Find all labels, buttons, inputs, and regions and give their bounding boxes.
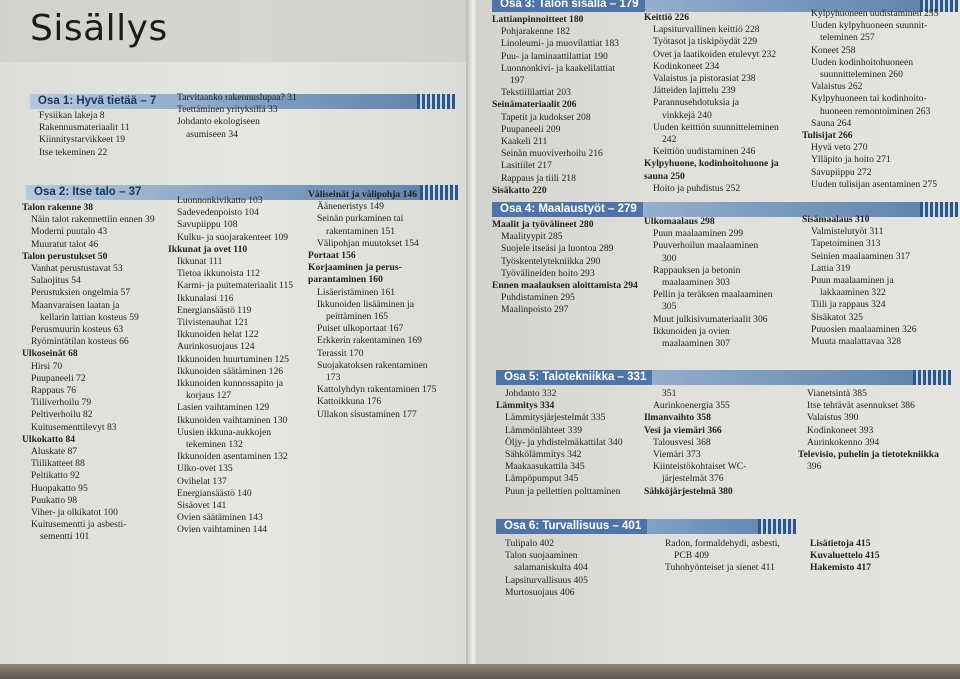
toc-entry: Valaistus 262 (811, 81, 863, 93)
toc-entry: Talon suojaaminen (505, 550, 578, 562)
toc-entry: Ovien vaihtaminen 144 (177, 524, 268, 536)
toc-entry: Näin talot rakennettiin ennen 39 (31, 214, 155, 226)
toc-entry: Sisäovet 141 (177, 500, 227, 512)
toc-entry: Lapsiturvallinen keittiö 228 (653, 24, 760, 36)
toc-entry: 197 (510, 75, 525, 87)
toc-heading: Sisämaalaus 310 (802, 214, 870, 225)
toc-entry: Savupiippu 108 (177, 219, 238, 231)
toc-entry: Kodinkoneet 393 (807, 424, 874, 436)
toc-entry: salamaniskulta 404 (514, 562, 588, 574)
toc-column (644, 216, 804, 350)
toc-heading: Ulkoseinät 68 (22, 348, 78, 360)
toc-heading: Hakemisto 417 (810, 562, 872, 574)
toc-entry: Peltiverhoilu 82 (31, 409, 93, 421)
toc-heading: Lattianpinnoitteet 180 (492, 14, 584, 25)
toc-entry: Tulipalo 402 (505, 538, 554, 549)
toc-heading: Väliseinät ja välipohja 146 (308, 189, 418, 200)
toc-entry: Energiansäästö 119 (177, 304, 252, 316)
toc-entry: Ovihelat 137 (177, 475, 227, 487)
toc-entry: Fysiikan lakeja 8 (39, 110, 105, 121)
toc-entry: Erkkerin rakentaminen 169 (317, 335, 422, 347)
toc-entry: Tiilikatteet 88 (31, 458, 85, 470)
toc-entry: vinkkejä 240 (662, 109, 712, 121)
toc-entry: Tapetoiminen 313 (811, 238, 881, 250)
toc-entry: Murtosuojaus 406 (505, 586, 575, 598)
toc-entry: Kuitusementtilevyt 83 (31, 421, 117, 433)
toc-heading: Kylpyhuone, kodinhoitohuone ja (644, 158, 779, 170)
toc-entry: Suojakatoksen rakentaminen (317, 359, 428, 371)
section-header-osa-6 (496, 519, 796, 534)
toc-entry: Kylpyhuoneen uudistaminen 255 (811, 8, 939, 19)
toc-entry: Muuta maalattavaa 328 (811, 336, 902, 348)
toc-heading: Korjaaminen ja perus- (308, 262, 402, 274)
toc-heading: Kuvaluettelo 415 (810, 550, 880, 562)
toc-entry: Tekstiililattiat 203 (501, 87, 571, 99)
toc-entry: Ääneneristys 149 (317, 201, 384, 213)
toc-entry: Muuratut talot 46 (31, 238, 99, 250)
toc-heading: Ulkokatto 84 (22, 433, 76, 445)
toc-entry: Seinän purkaminen tai (317, 213, 404, 225)
toc-entry: järjestelmät 376 (662, 473, 724, 485)
toc-entry: Ikkunalasi 116 (177, 292, 234, 304)
toc-entry: Lisäeristäminen 161 (317, 286, 396, 298)
section-title: Osa 3: Talon sisällä – 179 (492, 0, 645, 12)
toc-entry: 173 (326, 372, 341, 384)
toc-column (496, 538, 656, 599)
toc-column (810, 538, 950, 575)
toc-entry: Lapsiturvallisuus 405 (505, 574, 588, 586)
toc-entry: Ovet ja laatikoiden etulevyt 232 (653, 48, 777, 60)
toc-entry: Hirsi 70 (31, 360, 63, 372)
toc-entry: Lämmönlähteet 339 (505, 424, 582, 436)
toc-entry: Savupiippu 272 (811, 166, 872, 178)
toc-entry: maalaaminen 307 (662, 338, 730, 350)
toc-entry: Puun ja pellettien polttaminen (505, 485, 621, 497)
toc-entry: suunnitteleminen 260 (820, 69, 903, 81)
toc-entry: teleminen 257 (820, 32, 875, 44)
toc-entry: Ylläpito ja hoito 271 (811, 154, 891, 166)
table-surface (0, 664, 960, 679)
section-title: Osa 4: Maalaustyöt – 279 (492, 202, 643, 217)
toc-entry: Puun maalaaminen 299 (653, 228, 744, 240)
toc-column (308, 189, 468, 421)
toc-entry: Pellin ja teräksen maalaaminen (653, 289, 773, 301)
toc-entry: huoneen remontoiminen 263 (820, 105, 931, 117)
toc-entry: Johdanto ekologiseen (177, 116, 260, 128)
toc-entry: Perustuksien ongelmia 57 (31, 287, 131, 299)
toc-entry: Ullakon sisustaminen 177 (317, 408, 417, 420)
section-stripes (758, 519, 796, 534)
toc-entry: Pohjarakenne 182 (501, 26, 571, 38)
toc-entry: Uusien ikkuna-aukkojen (177, 426, 272, 438)
toc-entry: Puhdistaminen 295 (501, 292, 575, 304)
toc-entry: Lämmitysjärjestelmät 335 (505, 412, 606, 424)
toc-entry: Keittiön uudistaminen 246 (653, 146, 756, 158)
toc-entry: Uuden keittiön suunnitteleminen (653, 121, 779, 133)
toc-entry: asumiseen 34 (186, 128, 238, 140)
toc-entry: Rappaus ja tiili 218 (501, 172, 576, 184)
toc-entry: Sauna 264 (811, 117, 852, 129)
left-page (0, 0, 470, 672)
toc-entry: Öljy- ja yhdistelmäkattilat 340 (505, 436, 623, 448)
toc-entry: Moderni puutalo 43 (31, 226, 108, 238)
toc-heading: Tulisijat 266 (802, 130, 853, 142)
toc-entry: Luonnonkivikatto 103 (177, 195, 263, 206)
toc-entry: Kylpyhuoneen tai kodinhoito- (811, 93, 927, 105)
toc-entry: Tarvitaanko rakennuslupaa? 31 (177, 92, 297, 103)
toc-column (30, 110, 180, 159)
section-title: Osa 1: Hyvä tietää – 7 (38, 95, 157, 107)
toc-entry: lakkaaminen 322 (820, 287, 886, 299)
toc-entry: PCB 409 (674, 550, 709, 562)
right-page (476, 0, 960, 672)
toc-entry: Muut julkisivumateriaalit 306 (653, 313, 768, 325)
toc-entry: peittäminen 165 (326, 311, 389, 323)
toc-column (802, 8, 960, 191)
toc-entry: Kiinteistökohtaiset WC- (653, 461, 747, 473)
toc-entry: Kattoikkuna 176 (317, 396, 382, 408)
toc-column (168, 92, 328, 141)
section-title: Osa 5: Talotekniikka – 331 (496, 370, 652, 385)
toc-entry: Aurinkokenno 394 (807, 436, 880, 448)
toc-entry: korjaus 127 (186, 390, 232, 402)
toc-entry: Ikkunat 111 (177, 256, 223, 268)
page-title: Sisällys (30, 8, 168, 49)
toc-column (168, 195, 318, 537)
toc-entry: maalaaminen 303 (662, 277, 730, 289)
toc-entry: Karmi- ja puitemateriaalit 115 (177, 280, 294, 292)
toc-entry: Salaojitus 54 (31, 275, 81, 287)
toc-entry: Puupaneeli 209 (501, 123, 561, 135)
toc-entry: Rappaus 76 (31, 385, 77, 397)
toc-entry: Lattia 319 (811, 262, 851, 274)
toc-heading: Talon perustukset 50 (22, 250, 108, 262)
toc-entry: Työvälineiden hoito 293 (501, 267, 595, 279)
toc-entry: Maalinpoisto 297 (501, 304, 569, 316)
toc-entry: Työskentelytekniikka 290 (501, 255, 601, 267)
toc-entry: Tietoa ikkunoista 112 (177, 268, 260, 280)
toc-column (22, 202, 172, 544)
toc-column (656, 538, 816, 575)
toc-entry: Perusmuurin kosteus 63 (31, 324, 124, 336)
toc-column (644, 12, 804, 195)
toc-entry: 300 (662, 252, 677, 264)
toc-heading: Ilmanvaihto 358 (644, 412, 711, 424)
toc-entry: Kaakeli 211 (501, 136, 548, 148)
toc-entry: 305 (662, 301, 677, 313)
toc-entry: Talousvesi 368 (653, 436, 711, 448)
section-stripes (913, 370, 951, 385)
toc-entry: Uuden tulisijan asentaminen 275 (811, 178, 938, 190)
toc-entry: Viher- ja olkikatot 100 (31, 507, 118, 519)
toc-entry: Ikkunoiden lisääminen ja (317, 298, 414, 310)
toc-entry: Valaistus ja pistorasiat 238 (653, 73, 756, 85)
toc-entry: Ikkunoiden huurtuminen 125 (177, 353, 289, 365)
toc-entry: Uuden kodinhoitohuoneen (811, 56, 914, 68)
toc-entry: Puuverhoilun maalaaminen (653, 240, 759, 252)
toc-entry: Uuden kylpyhuoneen suunnit- (811, 20, 928, 32)
toc-entry: Maakaasukattila 345 (505, 461, 585, 473)
toc-entry: Ikkunoiden asentaminen 132 (177, 451, 288, 463)
toc-entry: Puupaneeli 72 (31, 372, 86, 384)
toc-entry: Ikkunoiden kunnossapito ja (177, 378, 284, 390)
toc-entry: Lämpöpumput 345 (505, 473, 579, 485)
toc-entry: Sisäkatot 325 (811, 311, 863, 323)
toc-entry: Ikkunoiden ja ovien (653, 325, 730, 337)
toc-entry: Puiset ulkoportaat 167 (317, 323, 404, 335)
toc-entry: Teettäminen yrityksillä 33 (177, 104, 278, 116)
toc-entry: kellarin lattian kosteus 59 (40, 311, 139, 323)
toc-entry: 396 (807, 461, 822, 473)
toc-entry: Luonnonkivi- ja kaakelilattiat (501, 62, 616, 74)
toc-column (798, 388, 960, 473)
toc-entry: Johdanto 332 (505, 388, 557, 399)
toc-entry: Sadevedenpoisto 104 (177, 207, 259, 219)
toc-entry: Rakennusmateriaalit 11 (39, 122, 130, 134)
toc-column (802, 214, 960, 348)
toc-entry: sementti 101 (40, 531, 90, 543)
toc-entry: Ikkunoiden vaihtaminen 130 (177, 414, 288, 426)
section-title: Osa 2: Itse talo – 37 (34, 186, 142, 198)
toc-column (644, 388, 804, 498)
toc-heading: Sähköjärjestelmä 380 (644, 485, 733, 497)
toc-heading: Talon rakenne 38 (22, 202, 94, 213)
toc-entry: Tiivistenauhat 121 (177, 317, 249, 329)
toc-entry: Seinän muoviverhoilu 216 (501, 148, 603, 160)
toc-entry: Ryömintätilan kosteus 66 (31, 336, 129, 348)
section-stripes (417, 94, 455, 109)
toc-heading: Seinämateriaalit 206 (492, 99, 577, 111)
toc-heading: Televisio, puhelin ja tietotekniikka (798, 449, 939, 461)
toc-entry: Puuosien maalaaminen 326 (811, 323, 917, 335)
toc-heading: Keittiö 226 (644, 12, 690, 23)
toc-entry: Aurinkosuojaus 124 (177, 341, 255, 353)
toc-entry: Viemäri 373 (653, 449, 701, 461)
toc-entry: Seinien maalaaminen 317 (811, 250, 911, 262)
toc-entry: Valaistus 390 (807, 412, 859, 424)
toc-entry: Hoito ja puhdistus 252 (653, 182, 741, 194)
toc-entry: Työtasot ja tiskipöydät 229 (653, 36, 758, 48)
toc-heading: Lisätietoja 415 (810, 538, 871, 549)
toc-entry: rakentaminen 151 (326, 225, 395, 237)
toc-entry: Energiansäästö 140 (177, 487, 252, 499)
toc-entry: Puun maalaaminen ja (811, 275, 894, 287)
toc-entry: Tuhohyönteiset ja sienet 411 (665, 562, 775, 574)
toc-entry: Maanvaraisen laatan ja (31, 299, 120, 311)
toc-heading: Vesi ja viemäri 366 (644, 424, 722, 436)
toc-heading: Lämmitys 334 (496, 400, 555, 412)
toc-heading: Ulkomaalaus 298 (644, 216, 715, 227)
toc-entry: Puukatto 98 (31, 494, 78, 506)
toc-entry: Ikkunoiden säätäminen 126 (177, 365, 284, 377)
toc-entry: Lasitiilet 217 (501, 160, 552, 172)
toc-entry: Radon, formaldehydi, asbesti, (665, 538, 780, 549)
toc-entry: Linoleumi- ja muovilattiat 183 (501, 38, 620, 50)
toc-entry: Rappauksen ja betonin (653, 264, 741, 276)
section-title: Osa 6: Turvallisuus – 401 (496, 519, 647, 534)
toc-entry: Terassit 170 (317, 347, 364, 359)
toc-entry: Lasien vaihtaminen 129 (177, 402, 270, 414)
toc-entry: Itse tehtävät asennukset 386 (807, 400, 915, 412)
toc-entry: Välipohjan muutokset 154 (317, 237, 419, 249)
toc-entry: tekeminen 132 (186, 439, 243, 451)
section-header-osa-5 (496, 370, 951, 385)
toc-entry: Huopakatto 95 (31, 482, 88, 494)
toc-heading: sauna 250 (644, 170, 685, 182)
toc-entry: Tapetit ja kudokset 208 (501, 111, 591, 123)
toc-entry: Koneet 258 (811, 44, 856, 56)
toc-entry: Puu- ja laminaattilattiat 190 (501, 50, 608, 62)
toc-entry: Vianetsintä 385 (807, 388, 867, 399)
toc-entry: Ulko-ovet 135 (177, 463, 233, 475)
toc-entry: Kattolyhdyn rakentaminen 175 (317, 384, 437, 396)
toc-heading: Portaat 156 (308, 250, 356, 262)
toc-entry: Jätteiden lajittelu 239 (653, 85, 736, 97)
toc-entry: Vanhat perustustavat 53 (31, 263, 123, 275)
toc-entry: Itse tekeminen 22 (39, 146, 108, 158)
toc-entry: Sähkölämmitys 342 (505, 449, 582, 461)
toc-entry: 242 (662, 134, 677, 146)
toc-column (496, 388, 661, 498)
toc-column (492, 219, 652, 317)
toc-heading: Ennen maalauksen aloittamista 294 (492, 280, 638, 292)
toc-entry: Ikkunoiden helat 122 (177, 329, 259, 341)
toc-entry: Peltikatto 92 (31, 470, 80, 482)
toc-entry: Kodinkoneet 234 (653, 60, 720, 72)
toc-entry: Kulku- ja suojarakenteet 109 (177, 231, 289, 243)
toc-heading: Ikkunat ja ovet 110 (168, 243, 248, 255)
toc-entry: Aurinkoenergia 355 (653, 400, 730, 412)
toc-entry: Parannusehdotuksia ja (653, 97, 740, 109)
toc-entry: Suojele itseäsi ja luontoa 289 (501, 243, 614, 255)
toc-entry: Aluskate 87 (31, 446, 78, 458)
toc-entry: Maalityypit 285 (501, 231, 563, 243)
toc-entry: Ovien säätäminen 143 (177, 512, 263, 524)
toc-entry: Tiili ja rappaus 324 (811, 299, 886, 311)
toc-entry: Valmistelutyöt 311 (811, 226, 884, 238)
toc-entry: Kuitusementti ja asbesti- (31, 519, 127, 531)
toc-entry: Kiinnitystarvikkeet 19 (39, 134, 126, 146)
toc-heading: parantaminen 160 (308, 274, 383, 286)
toc-entry: Hyvä veto 270 (811, 142, 868, 154)
toc-column (492, 14, 647, 197)
toc-entry: 351 (662, 388, 677, 399)
toc-heading: Maalit ja työvälineet 280 (492, 219, 594, 230)
toc-entry: Tiiliverhoilu 79 (31, 397, 92, 409)
toc-heading: Sisäkatto 220 (492, 184, 547, 196)
